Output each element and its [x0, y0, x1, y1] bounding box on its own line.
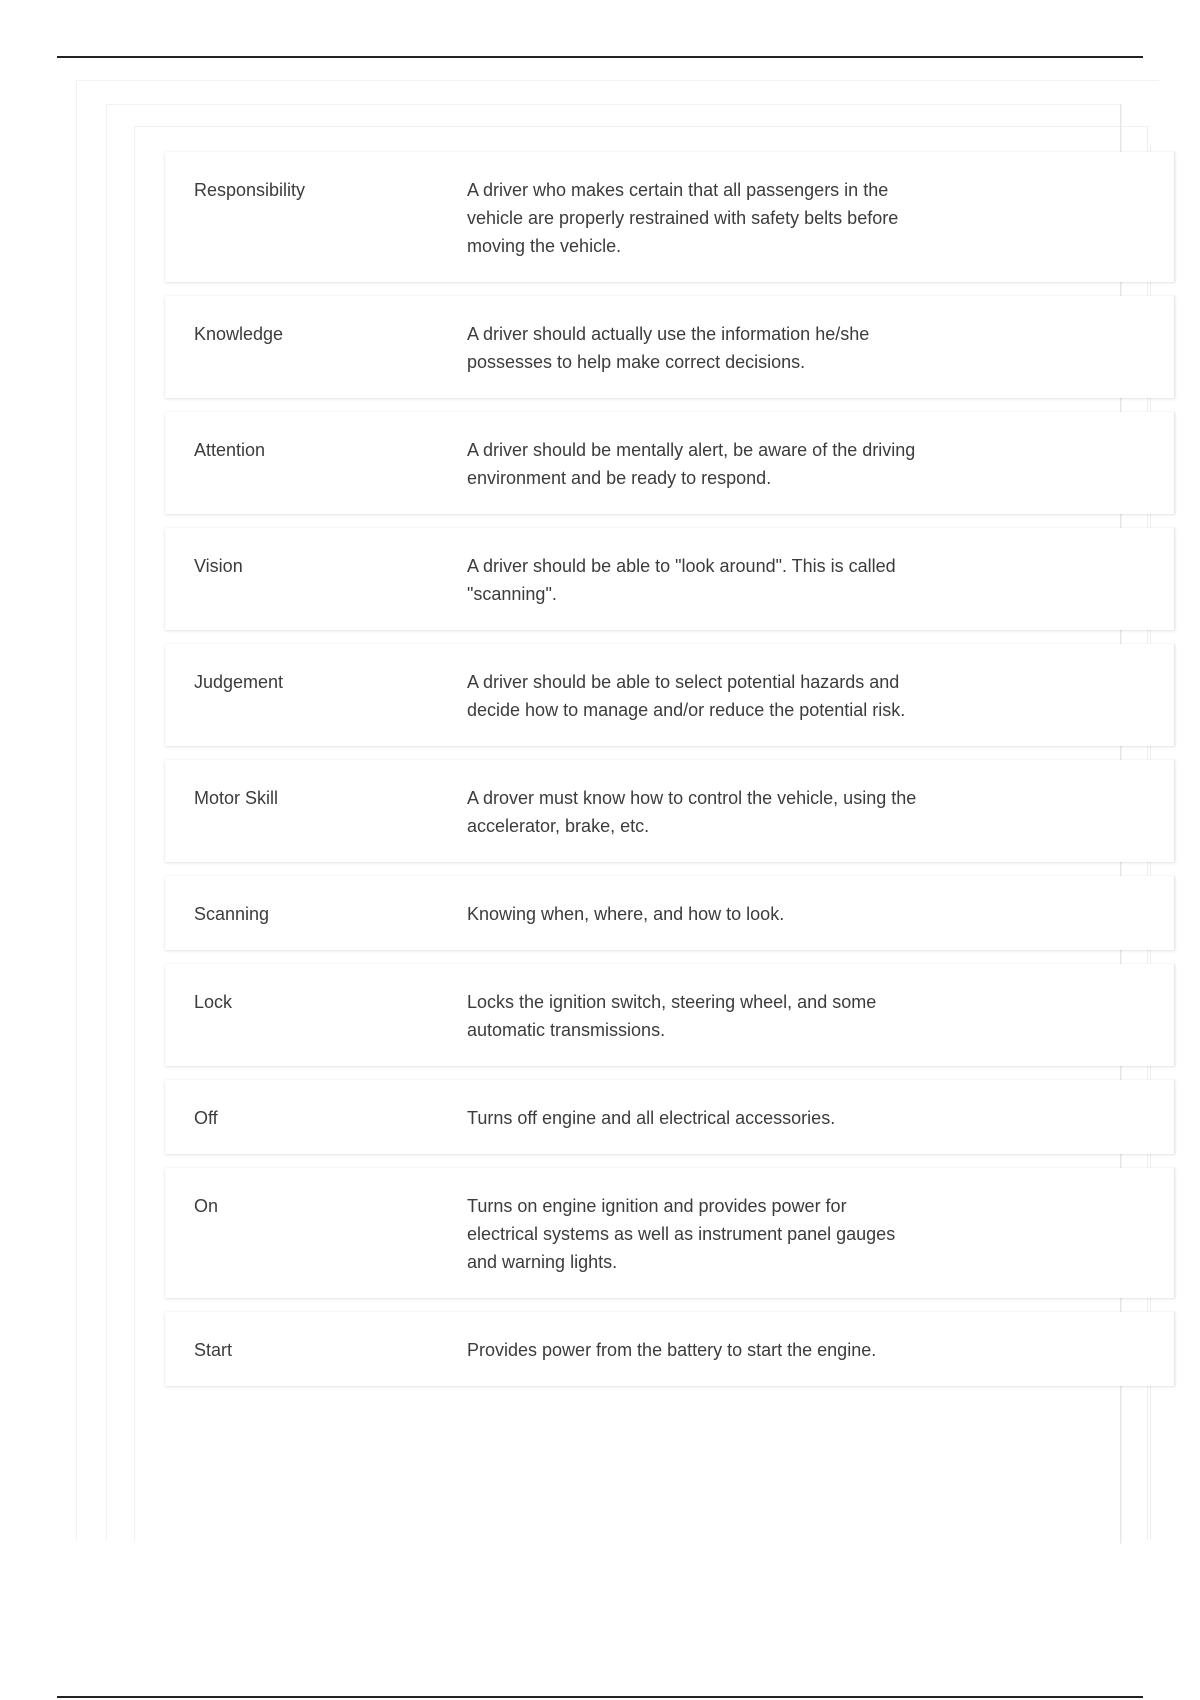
card-definition: Turns on engine ignition and provides power for electrical systems as well as instrument panel gauges and warning lights. — [467, 1196, 896, 1272]
card-term: Scanning — [194, 904, 270, 924]
card-definition: A driver who makes certain that all passengers in the vehicle are properly restrained with safety belts before moving the vehicle. — [467, 180, 899, 256]
card-definition: Turns off engine and all electrical accessories. — [467, 1108, 836, 1128]
flashcard[interactable] — [165, 644, 1175, 746]
card-definition: Knowing when, where, and how to look. — [467, 904, 785, 924]
card-term: Vision — [194, 556, 243, 576]
card-term: Judgement — [194, 672, 284, 692]
flashcard[interactable] — [165, 876, 1175, 950]
top-rule — [57, 56, 1143, 58]
flashcard[interactable] — [165, 528, 1175, 630]
card-term: Off — [194, 1108, 218, 1128]
card-definition: Provides power from the battery to start the engine. — [467, 1340, 877, 1360]
flashcard[interactable] — [165, 964, 1175, 1066]
card-definition: Locks the ignition switch, steering wheel, and some automatic transmissions. — [467, 992, 877, 1040]
flashcard[interactable] — [165, 412, 1175, 514]
card-term: Motor Skill — [194, 788, 279, 808]
card-definition: A drover must know how to control the vehicle, using the accelerator, brake, etc. — [467, 788, 917, 836]
card-definition: A driver should be able to "look around". This is called "scanning". — [467, 556, 896, 604]
card-term: Start — [194, 1340, 233, 1360]
card-definition: A driver should be able to select potential hazards and decide how to manage and/or reduce the potential risk. — [467, 672, 906, 720]
flashcard[interactable] — [165, 1312, 1175, 1386]
flashcard[interactable] — [165, 760, 1175, 862]
card-term: Knowledge — [194, 324, 284, 344]
card-term: On — [194, 1196, 219, 1216]
card-definition: A driver should actually use the information he/she possesses to help make correct decisions. — [467, 324, 870, 372]
card-definition: A driver should be mentally alert, be aware of the driving environment and be ready to respond. — [467, 440, 916, 488]
flashcard[interactable] — [165, 1080, 1175, 1154]
bottom-rule — [57, 1696, 1143, 1698]
card-term: Attention — [194, 440, 266, 460]
flashcard-list — [165, 152, 1175, 1400]
flashcard[interactable] — [165, 152, 1175, 282]
flashcard[interactable] — [165, 296, 1175, 398]
card-term: Lock — [194, 992, 233, 1012]
flashcard[interactable] — [165, 1168, 1175, 1298]
card-term: Responsibility — [194, 180, 306, 200]
